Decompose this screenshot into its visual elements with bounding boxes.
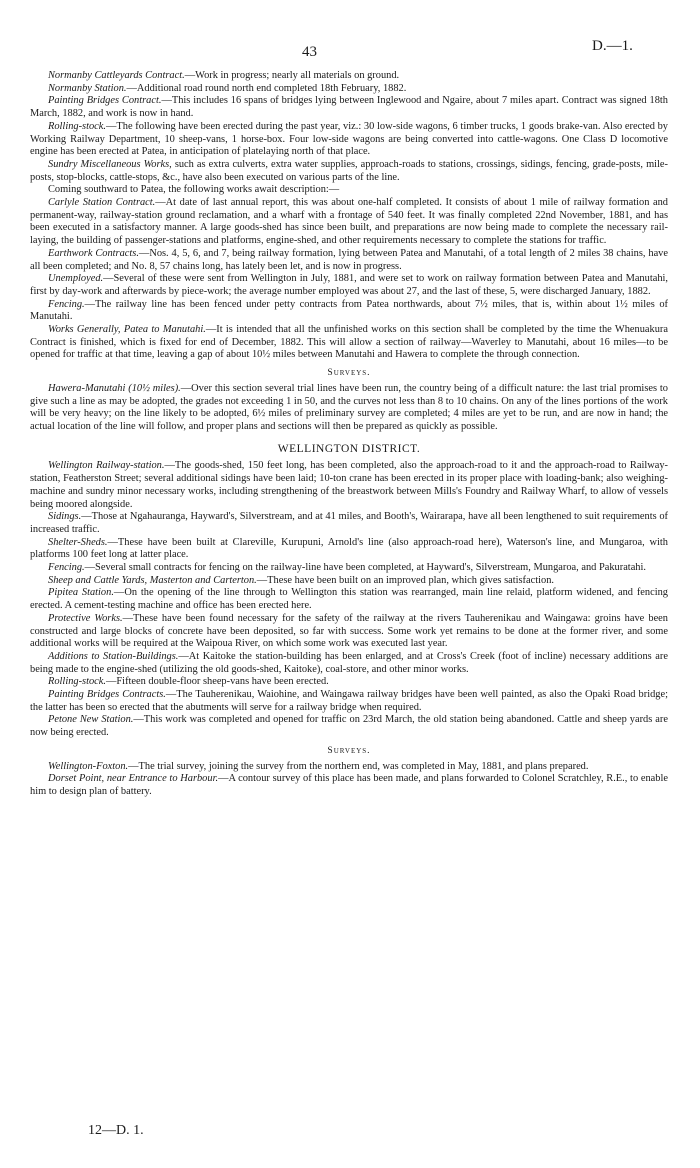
paragraph-text: —The trial survey, joining the survey from the northern end, was completed in May, 1881, and plans prepared.	[128, 760, 589, 772]
paragraph-text: —Additional road round north end completed 18th February, 1882.	[126, 82, 407, 94]
paragraph-text: —This work was completed and opened for traffic on 23rd March, the old station being abandoned. Cattle and sheep yards are now being erected.	[30, 714, 668, 739]
paragraph-text: —On the opening of the line through to Wellington this station was rearranged, main line relaid, platform widened, and fencing erected. A cement-testing machine and office has been erected here.	[30, 587, 668, 612]
paragraph-title: Protective Works.	[48, 612, 123, 624]
paragraph-text: —Those at Ngahauranga, Hayward's, Silverstream, and at 41 miles, and Booth's, Wairarapa, have all been lengthened to suit requirements of increased traffic.	[30, 511, 668, 535]
paragraph	[30, 773, 668, 798]
paragraph	[30, 197, 668, 248]
paragraph	[30, 121, 668, 159]
paragraph	[30, 95, 668, 120]
paragraph-title: Hawera-Manutahi (10½ miles).	[48, 382, 181, 394]
signature-mark: 12—D. 1.	[88, 1123, 144, 1138]
paragraph-text: —These have been built on an improved plan, which gives satisfaction.	[256, 574, 554, 586]
paragraph	[30, 184, 668, 197]
paragraph-title: Additions to Station-Buildings.	[48, 650, 179, 662]
paragraph	[30, 299, 668, 324]
paragraph-title: Painting Bridges Contracts.	[48, 689, 166, 701]
paragraph	[30, 460, 668, 511]
paragraph	[30, 676, 668, 689]
paragraph-title: Normanby Station.	[48, 82, 127, 94]
paragraph	[30, 562, 668, 575]
paragraph	[30, 159, 668, 184]
paragraph	[30, 575, 668, 588]
paragraph-title: Sheep and Cattle Yards, Masterton and Carterton.	[48, 574, 257, 586]
paragraph-text: —The following have been erected during the past year, viz.: 30 low-side wagons, 6 timber trucks, 1 goods brake-van. Also erected by Working Railway Department, 10 sheep-vans, 1 horse-box. Four low-side wagons are being converted into cattle-wagons. One Class D locomotive engine has been erected at Patea, in anticipation of platelaying north of that place.	[30, 120, 668, 158]
paragraph-text: Coming southward to Patea, the following works await description:—	[48, 184, 340, 196]
paragraph-text: —These have been found necessary for the safety of the railway at the rivers Tauherenikau and Waingawa: groins have been constructed and large blocks of concrete have been deposited, so far with success. Some work yet remains to be done at the former river, and some additional works will be required at the Waipoua River, on which some work was executed last year.	[30, 612, 668, 650]
paragraph-title: Works Generally, Patea to Manutahi.	[48, 324, 206, 336]
surveys-heading: Surveys.	[327, 744, 371, 756]
paragraph-title: Pipitea Station.	[48, 587, 114, 599]
paragraph-title: Sidings.	[48, 511, 82, 523]
paragraph	[30, 70, 668, 83]
paragraph-text: —Fifteen double-floor sheep-vans have been erected.	[106, 676, 329, 688]
paragraph-text: —These have been built at Clareville, Kurupuni, Arnold's line (also approach-road here), Waterson's line, and Mungaroa, with platforms 100 feet long at latter place.	[30, 536, 668, 561]
paragraph-title: Petone New Station.	[48, 714, 134, 726]
paragraph-title: Painting Bridges Contract.	[48, 95, 162, 107]
paragraph-text: —At date of last annual report, this was about one-half completed. It consists of about 1 mile of railway formation and permanent-way, railway-station ground reclamation, and a wharf with a frontage of 540 feet. It was finally completed 22nd November, 1881, and has been executed in a satisfactory manner. A large goods-shed has since been built, and preparations are now being made to complete the necessary rail-laying, the building of passenger-stations and platforms, engine-shed, and other requirements necessary to complete the stations for traffic.	[30, 197, 668, 247]
paragraph-text: such as extra culverts, extra water supplies, approach-roads to stations, crossings, sidings, fencing, grade-posts, mile-posts, stop-blocks, cattle-stops, &c., have also been executed on various parts of the line.	[30, 158, 668, 183]
paragraph	[30, 651, 668, 676]
paragraph-title: Earthwork Contracts.	[48, 247, 139, 259]
paragraph	[30, 587, 668, 612]
paragraph-title: Wellington-Foxton.	[48, 760, 129, 772]
paragraph	[30, 248, 668, 273]
paragraph-text: —Nos. 4, 5, 6, and 7, being railway formation, lying between Patea and Manutahi, of a total length of 2 miles 38 chains, have all been completed; and No. 8, 57 chains long, has lately been let, and is now in progress.	[30, 247, 668, 272]
paragraph-text: —Over this section several trial lines have been run, the country being of a difficult nature: the last trial promises to give such a line as may be adopted, the grades not exceeding 1 in 50, and the curves not less than 8 to 10 chains. On any of the lines portions of the work will be very heavy; on the line likely to be adopted, 6½ miles of preliminary survey are completed; 4 miles are yet to be run, and are now in hand; the actual location of the line will follow, and proper plans and sections will then be prepared as quickly as possible.	[30, 382, 668, 432]
paragraph-text: —The railway line has been fenced under petty contracts from Patea northwards, about 7½ miles, that is, within about 1½ miles of Manutahi.	[30, 298, 668, 323]
paragraph	[30, 689, 668, 714]
paragraph-title: Normanby Cattleyards Contract.	[48, 70, 185, 81]
paragraph	[30, 761, 668, 774]
page-number: 43	[302, 44, 317, 60]
surveys-heading: Surveys.	[327, 367, 371, 379]
paragraph-text: —The Tauherenikau, Waiohine, and Waingawa railway bridges have been well painted, as also the Opaki Road bridge; the latter has been so erected that the abutments will serve for a railway bridge when required.	[30, 689, 668, 713]
district-heading: WELLINGTON DISTRICT.	[277, 442, 421, 455]
paragraph-title: Unemployed.	[48, 273, 104, 285]
paragraph-title: Fencing.	[48, 298, 85, 310]
document-reference: D.—1.	[592, 38, 633, 54]
paragraph-title: Shelter-Sheds.	[48, 536, 108, 548]
paragraph	[30, 273, 668, 298]
paragraph	[30, 511, 668, 536]
paragraph-text: —Several of these were sent from Wellington in July, 1881, and were set to work on railway formation between Patea and Manutahi, first by day-work and afterwards by piece-work; the average number employed was about 27, and the last of these, 5, were discharged January, 1882.	[30, 273, 668, 297]
paragraph-text: —At Kaitoke the station-building has been enlarged, and at Cross's Creek (foot of incline) necessary additions are being made to the engine-shed (utilizing the old goods-shed, Kaitoke), coal-store, and other minor works.	[30, 650, 668, 675]
paragraph-text: —A contour survey of this place has been made, and plans forwarded to Colonel Scratchley, R.E., to enable him to design plan of battery.	[30, 773, 668, 797]
paragraph	[30, 613, 668, 651]
paragraph-title: Fencing.	[48, 562, 85, 574]
paragraph-text: —The goods-shed, 150 feet long, has been completed, also the approach-road to it and the approach-road to Railway-station, Featherston Street; several additional sidings have been laid; 10-ton crane has been erected in its proper place with loading-bank; also weighing-machine and sundry minor necessary works, including strengthening of the breastwork between Mills's Foundry and Railway Wharf, to allow of vessels being moored alongside.	[30, 460, 669, 510]
paragraph-text: —This includes 16 spans of bridges lying between Inglewood and Ngaire, about 7 miles apart. Contract was signed 18th March, 1882, and work is now in hand.	[30, 95, 669, 120]
paragraph-text: —Work in progress; nearly all materials on ground.	[184, 70, 400, 81]
paragraph-title: Dorset Point, near Entrance to Harbour.	[48, 773, 219, 785]
paragraph	[30, 383, 668, 434]
paragraph-text: —Several small contracts for fencing on the railway-line have been completed, at Hayward's, Silverstream, Mungaroa, and Pakuratahi.	[84, 562, 646, 574]
paragraph-text: —It is intended that all the unfinished works on this section shall be completed by the time the Whenuakura Contract is finished, which is fixed for end of December, 1882. This will allow a section of railway—Waverley to Manutahi, about 16 miles—to be opened for traffic at that time, leaving a gap of about 10½ miles between Manutahi and Hawera to complete the through connection.	[30, 324, 668, 361]
paragraph-title: Sundry Miscellaneous Works,	[48, 158, 172, 170]
paragraph	[30, 83, 668, 96]
paragraph	[30, 537, 668, 562]
paragraph	[30, 714, 668, 739]
paragraph-title: Rolling-stock.	[48, 676, 107, 688]
paragraph-title: Carlyle Station Contract.	[48, 197, 156, 209]
document-body	[30, 70, 668, 799]
paragraph	[30, 324, 668, 362]
paragraph-title: Wellington Railway-station.	[48, 460, 165, 472]
paragraph-title: Rolling-stock.	[48, 120, 107, 132]
